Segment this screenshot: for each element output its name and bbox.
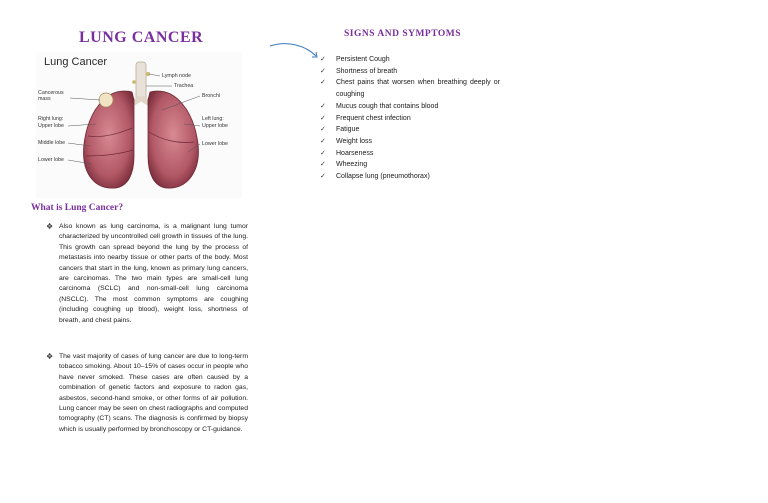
what-is-heading: What is Lung Cancer? [31,203,124,213]
label-lymph-node: Lymph node [162,73,191,79]
label-left-upper-lobe: Upper lobe [202,123,228,129]
symptoms-list [320,54,500,183]
label-right-lower-lobe: Lower lobe [38,157,64,163]
label-middle-lobe: Middle lobe [38,140,66,146]
list-item: ✓ Hoarseness [320,148,500,160]
label-trachea: Trachea [174,83,194,89]
paragraph-causes: The vast majority of cases of lung cancer are due to long-term tobacco smoking. About 10–15% of cases occur in people who have never smoked. These cases are often caused by a combination of genetic factors and exposure to radon gas, asbestos, second-hand smoke, or other forms of air pollution. Lung cancer may be seen on chest radiographs and computed tomography (CT) scans. The diagnosis is confirmed by biopsy which is usually performed by bronchoscopy or CT-guidance. [59,353,248,433]
checkmark-icon: ✓ [320,137,326,145]
page-title: LUNG CANCER [79,29,204,46]
checkmark-icon: ✓ [320,161,326,169]
list-item: ✓ Weight loss [320,136,500,148]
label-right-lung: Right lung: [38,116,64,122]
checkmark-icon: ✓ [320,126,326,134]
signs-symptoms-heading: SIGNS AND SYMPTOMS [344,29,462,39]
list-item: ✓ Wheezing [320,159,500,171]
checkmark-icon: ✓ [320,114,326,122]
list-item: ✓ Persistent Cough [320,54,500,66]
diamond-bullet-icon: ❖ [46,222,54,231]
list-item: ✓ Collapse lung (pneumothorax) [320,171,500,183]
checkmark-icon: ✓ [320,149,326,157]
label-left-lung: Left lung: [202,116,224,122]
checkmark-icon: ✓ [320,67,326,75]
illustration-title: Lung Cancer [44,56,107,68]
label-bronchi: Bronchi [202,93,220,99]
checkmark-icon: ✓ [320,56,326,63]
label-left-lower-lobe: Lower lobe [202,141,228,147]
list-item: ✓ Shortness of breath [320,66,500,78]
label-right-upper-lobe: Upper lobe [38,123,64,129]
label-cancerous-mass: Cancerous mass [38,90,64,102]
lung-cancer-illustration [36,52,242,198]
paragraph-definition: Also known as lung carcinoma, is a malignant lung tumor characterized by uncontrolled cell growth in tissues of the lung. This growth can spread beyond the lung by the process of metastasis into nearby tissue or other parts of the body. Most cancers that start in the lung, known as primary lung cancers, are carcinomas. The two main types are small-cell lung carcinoma (SCLC) and non-small-cell lung carcinoma (NSCLC). The most common symptoms are coughing (including coughing up blood), weight loss, shortness of breath, and chest pains. [59,223,248,324]
checkmark-icon: ✓ [320,79,326,87]
list-item: ✓ Frequent chest infection [320,113,500,125]
diamond-bullet-icon: ❖ [46,352,54,361]
list-item: ✓ Fatigue [320,124,500,136]
checkmark-icon: ✓ [320,173,326,181]
list-item: ✓ Mucus cough that contains blood [320,101,500,113]
checkmark-icon: ✓ [320,102,326,110]
list-item: ✓ Chest pains that worsen when breathing deeply or coughing [320,79,500,99]
curved-arrow-icon [268,40,328,64]
